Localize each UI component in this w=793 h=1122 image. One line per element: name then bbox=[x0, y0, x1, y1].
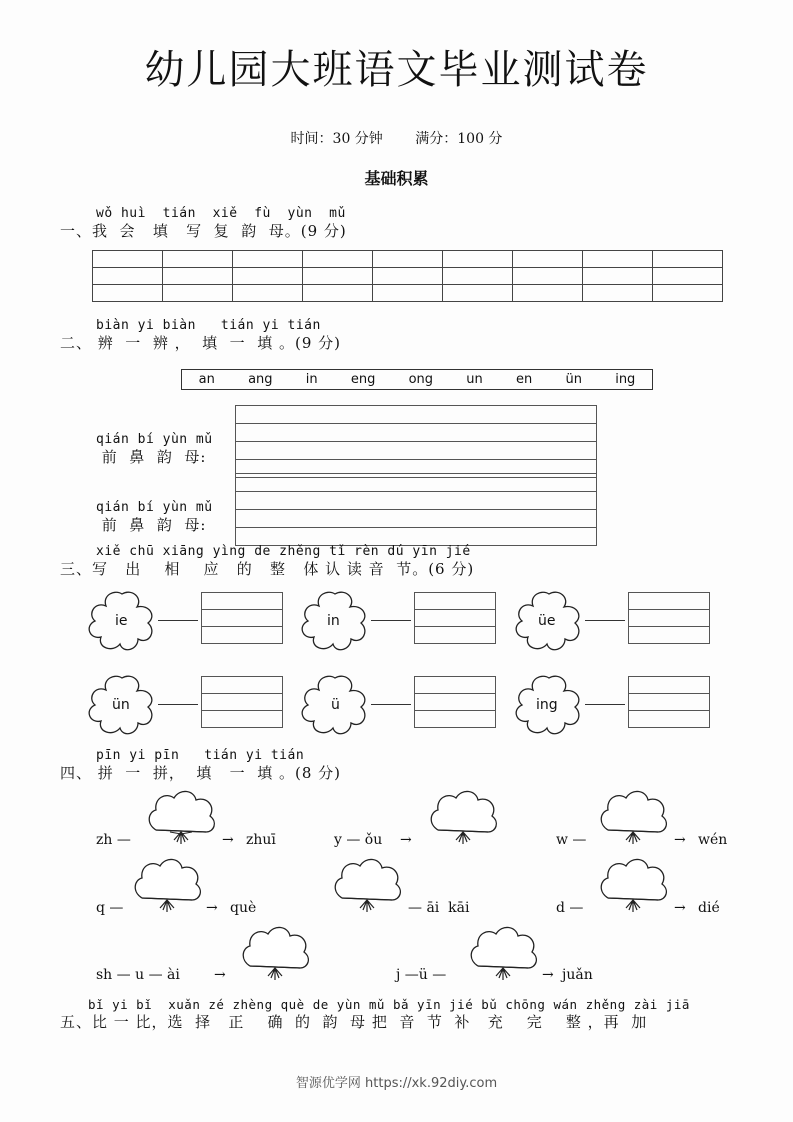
shell-icon bbox=[144, 788, 218, 850]
formula-left: q — bbox=[96, 900, 124, 916]
flower-label: ün bbox=[112, 697, 130, 713]
time-limit: 时间：30 分钟 bbox=[290, 131, 383, 147]
answer-box[interactable] bbox=[628, 676, 710, 728]
formula-result: què bbox=[230, 900, 257, 916]
vowel-option: ün bbox=[565, 372, 582, 387]
q1-pinyin: wǒ huì tián xiě fù yùn mǔ bbox=[96, 206, 346, 221]
vowel-option: ing bbox=[615, 372, 636, 387]
answer-box[interactable] bbox=[414, 676, 496, 728]
front-nasal-pinyin: qián bí yùn mǔ bbox=[96, 432, 213, 447]
arrow-icon: → bbox=[400, 832, 412, 848]
arrow-icon: → bbox=[222, 832, 234, 848]
exam-meta bbox=[0, 128, 793, 148]
formula-left: zh — bbox=[96, 832, 131, 848]
shell-icon bbox=[130, 856, 204, 918]
section-title: 基础积累 bbox=[364, 169, 429, 188]
arrow-icon: → bbox=[674, 832, 686, 848]
shell-icon bbox=[466, 924, 540, 986]
connector-line bbox=[585, 704, 625, 705]
formula-result: dié bbox=[698, 900, 720, 916]
arrow-icon: → bbox=[206, 900, 218, 916]
connector-line bbox=[158, 620, 198, 621]
q4-pinyin: pīn yi pīn tián yi tián bbox=[96, 748, 305, 763]
formula-result: juǎn bbox=[562, 967, 593, 983]
flower-label: ie bbox=[115, 613, 128, 629]
formula-left: j —ü — bbox=[396, 967, 447, 983]
vowel-option: ong bbox=[408, 372, 434, 387]
flower-label: ing bbox=[536, 697, 558, 713]
back-nasal-answer-lines[interactable] bbox=[235, 473, 597, 546]
q2-pinyin: biàn yi biàn tián yi tián bbox=[96, 318, 321, 333]
vowel-option: en bbox=[516, 372, 533, 387]
connector-line bbox=[585, 620, 625, 621]
q1-writing-grid[interactable] bbox=[92, 250, 723, 302]
flower-label: in bbox=[327, 613, 340, 629]
connector-line bbox=[158, 704, 198, 705]
shell-icon bbox=[426, 788, 500, 850]
formula-result: zhuī bbox=[246, 832, 276, 848]
front-nasal-label: 前 鼻 韵 母: bbox=[96, 448, 207, 466]
vowel-option: eng bbox=[350, 372, 376, 387]
formula-left: d — bbox=[556, 900, 584, 916]
formula-left: w — bbox=[556, 832, 587, 848]
answer-box[interactable] bbox=[201, 592, 283, 644]
formula-result: — āi kāi bbox=[408, 900, 470, 916]
q4-text: 四、 拼 一 拼， 填 一 填 。(8 分) bbox=[60, 764, 342, 782]
vowel-option: ang bbox=[248, 372, 273, 387]
arrow-icon: → bbox=[542, 967, 554, 983]
arrow-icon: → bbox=[674, 900, 686, 916]
shell-icon bbox=[330, 856, 404, 918]
shell-icon bbox=[596, 856, 670, 918]
answer-box[interactable] bbox=[628, 592, 710, 644]
vowel-options-box bbox=[181, 369, 653, 390]
connector-line bbox=[371, 620, 411, 621]
formula-left: y — ǒu bbox=[334, 832, 383, 848]
vowel-option: an bbox=[198, 372, 215, 387]
q3-text: 三、写 出 相 应 的 整 体 认 读 音 节。(6 分) bbox=[60, 560, 475, 578]
connector-line bbox=[371, 704, 411, 705]
footer-watermark: 智源优学网 https://xk.92diy.com bbox=[295, 1076, 498, 1091]
back-nasal-label: 前 鼻 韵 母: bbox=[96, 516, 207, 534]
exam-title: 幼儿园大班语文毕业测试卷 bbox=[144, 47, 649, 93]
arrow-icon: → bbox=[214, 967, 226, 983]
formula-left: sh — u — ài bbox=[96, 967, 180, 983]
q3-pinyin: xiě chū xiāng yìng de zhěng tǐ rèn dú yīn jié bbox=[96, 544, 471, 559]
front-nasal-answer-lines[interactable] bbox=[235, 405, 597, 478]
q1-text: 一、我 会 填 写 复 韵 母。(9 分) bbox=[60, 222, 347, 240]
q5-pinyin: bǐ yi bǐ xuǎn zé zhèng què de yùn mǔ bǎ yīn jié bǔ chōng wán zhěng zài jiā bbox=[88, 997, 690, 1012]
flower-label: ü bbox=[331, 697, 340, 713]
q5-text: 五、比 一 比，选 择 正 确 的 韵 母 把 音 节 补 充 完 整 ，再 加 bbox=[60, 1013, 648, 1031]
back-nasal-pinyin: qián bí yùn mǔ bbox=[96, 500, 213, 515]
vowel-option: un bbox=[466, 372, 483, 387]
shell-icon bbox=[238, 924, 312, 986]
flower-label: üe bbox=[538, 613, 556, 629]
formula-result: wén bbox=[698, 832, 728, 848]
q2-text: 二、 辨 一 辨 ， 填 一 填 。(9 分) bbox=[60, 334, 342, 352]
shell-icon bbox=[596, 788, 670, 850]
full-score: 满分：100 分 bbox=[415, 131, 503, 147]
vowel-option: in bbox=[305, 372, 318, 387]
answer-box[interactable] bbox=[201, 676, 283, 728]
answer-box[interactable] bbox=[414, 592, 496, 644]
